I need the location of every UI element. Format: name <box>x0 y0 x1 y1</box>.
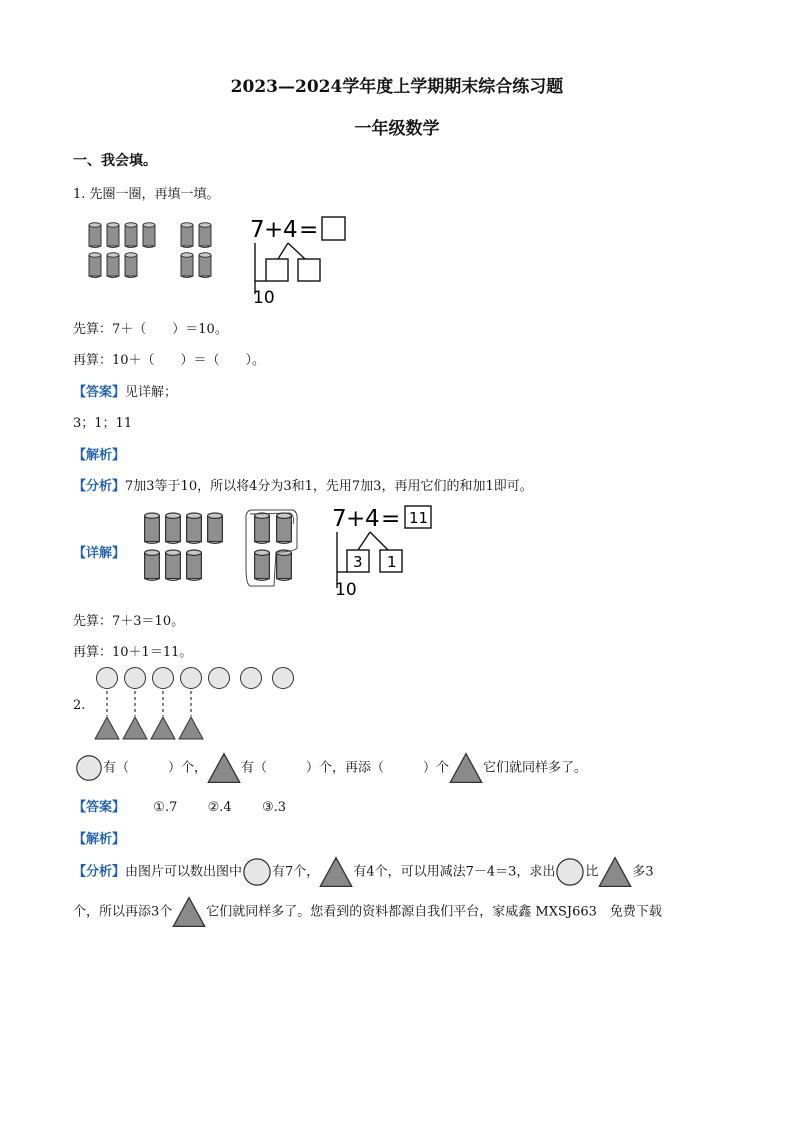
svg-text:1: 1 <box>387 553 397 571</box>
eq-plus: + <box>264 217 284 243</box>
q1-first-step: 先算：7＋（ ）＝10。 <box>73 322 228 337</box>
svg-text:+: + <box>346 506 366 532</box>
circle-icon <box>242 857 272 887</box>
svg-text:10: 10 <box>335 580 357 598</box>
q2-fenxi-line2: 个，所以再添3个 它们就同样多了。您看到的资料都源自我们平台，家威鑫 MXSJ663 免费下载 <box>73 896 662 929</box>
circle-icon <box>555 857 585 887</box>
q1-detail-tag: 【详解】 <box>73 546 126 561</box>
q1-answer: 【答案】见详解； <box>73 385 178 400</box>
triangle-icon <box>319 856 353 888</box>
triangle-icon <box>449 752 483 784</box>
eq-a: 7 <box>250 217 265 243</box>
svg-text:3: 3 <box>353 553 363 571</box>
result-box <box>322 217 345 240</box>
q2-figure <box>90 664 305 744</box>
split-box-2 <box>298 259 320 281</box>
cylinder-group-right <box>181 223 211 278</box>
q1-answer-values: 3；1；11 <box>73 416 133 431</box>
q1-cylinders-figure <box>86 220 221 282</box>
section-heading: 一、我会填。 <box>73 153 157 169</box>
split-box-1 <box>266 259 288 281</box>
circle-icon <box>75 754 103 782</box>
triangle-row <box>95 717 203 739</box>
q2-analysis-tag: 【解析】 <box>73 832 126 847</box>
answer-tag: 【答案】 <box>73 800 126 815</box>
svg-text:=: = <box>381 506 401 532</box>
page-title: 2023—2024学年度上学期期末综合练习题 <box>230 77 564 97</box>
q2-fenxi-line1: 【分析】由图片可以数出图中 有7个， 有4个，可以用减法7－4＝3，求出 比 多3 <box>73 856 654 889</box>
page-subtitle: 一年级数学 <box>354 119 440 139</box>
q2-answer: 【答案】 ①.7 ②.4 ③.3 <box>73 800 287 815</box>
q1-detail-equation <box>330 500 440 598</box>
triangle-icon <box>172 896 206 928</box>
triangle-icon <box>207 752 241 784</box>
cylinder-group-left <box>89 223 155 278</box>
q1-detail-first: 先算：7＋3＝10。 <box>73 614 185 629</box>
q1-detail-cylinders <box>140 508 310 588</box>
q1-then-step: 再算：10＋（ ）＝（ ）。 <box>73 353 266 368</box>
eq-b: 4 <box>283 217 298 243</box>
svg-text:7: 7 <box>332 506 347 532</box>
q2-prompt: 有（ ）个， 有（ ）个，再添（ ）个 它们就同样多了。 <box>75 752 587 785</box>
answer-tag: 【答案】 <box>73 385 126 400</box>
result-value: 11 <box>409 509 429 527</box>
q1-analysis-tag: 【解析】 <box>73 448 126 463</box>
eq-ten: 10 <box>253 288 275 306</box>
q1-prompt: 1. 先圈一圈，再填一填。 <box>73 187 220 202</box>
svg-text:4: 4 <box>365 506 380 532</box>
q2-number: 2. <box>73 698 86 713</box>
q1-fenxi: 【分析】7加3等于10，所以将4分为3和1，先用7加3，再用它们的和加1即可。 <box>73 479 533 494</box>
triangle-icon <box>598 856 632 888</box>
q1-equation-diagram <box>248 210 353 306</box>
q1-detail-then: 再算：10＋1＝11。 <box>73 645 193 660</box>
circle-row <box>97 668 294 689</box>
eq-equals: = <box>299 217 319 243</box>
